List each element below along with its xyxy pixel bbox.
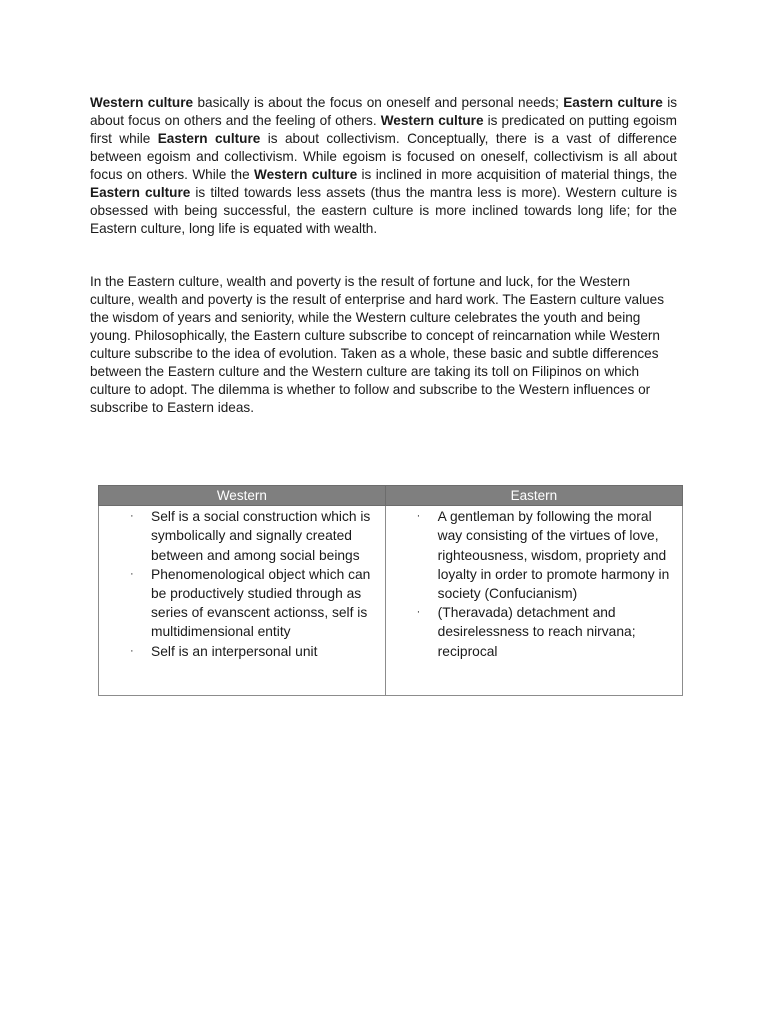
bullet-icon: · xyxy=(130,567,134,580)
list-item xyxy=(99,642,385,661)
table-header-row xyxy=(99,486,683,506)
bold-term: Western culture xyxy=(380,113,484,128)
list-item-text: (Theravada) detachment and desirelessness to reach nirvana; reciprocal xyxy=(437,605,636,659)
eastern-list xyxy=(386,507,682,661)
paragraph-text: basically is about the focus on oneself and personal needs; xyxy=(193,95,564,110)
paragraph-text: is about focus on others and the feeling of others. xyxy=(90,95,678,128)
bold-term: Eastern culture xyxy=(157,131,261,146)
bold-term: Western culture xyxy=(90,95,194,110)
paragraph-wealth-and-philosophy: In the Eastern culture, wealth and poverty is the result of fortune and luck, for the Western culture, wealth and poverty is the result of enterprise and hard work. The Eastern culture values the wisdom of years and seniority, while the Western culture celebrates the youth and being young. Philosophically, the Eastern culture subscribe to concept of reincarnation while Western culture subscribe to the idea of evolution. Taken as a whole, these basic and subtle differences between the Eastern culture and the Western culture are taking its toll on Filipinos on which culture to adopt. The dilemma is whether to follow and subscribe to the Western influences or subscribe to Eastern ideas. xyxy=(90,274,665,415)
bold-term: Eastern culture xyxy=(90,185,191,200)
list-item-text: Phenomenological object which can be productively studied through as series of evanscent actionss, self is multidimensional entity xyxy=(151,566,371,640)
list-item xyxy=(386,603,682,661)
eastern-cell xyxy=(385,506,682,696)
paragraph-text: is about collectivism. Conceptually, there is a vast of difference between egoism and collectivism. While egoism is focused on oneself, collectivism is all about focus on others. While the xyxy=(90,131,677,182)
bullet-icon: · xyxy=(416,510,421,523)
list-item xyxy=(99,507,385,565)
comparison-table xyxy=(98,485,683,696)
list-item-text: Self is an interpersonal unit xyxy=(151,643,318,659)
list-item-text: A gentleman by following the moral way consisting of the virtues of love, righteousness, wisdom, propriety and loyalty in order to promote harmony in society (Confucianism) xyxy=(437,509,670,602)
western-cell xyxy=(99,506,386,696)
paragraph-western-eastern-focus xyxy=(90,94,677,238)
header-eastern: Eastern xyxy=(385,486,682,506)
list-item-text: Self is a social construction which is symbolically and signally created between and among social beings xyxy=(151,509,371,563)
bullet-icon: · xyxy=(130,644,134,657)
bullet-icon: · xyxy=(416,606,421,619)
bullet-icon: · xyxy=(130,510,134,523)
header-western: Western xyxy=(99,486,386,506)
bold-term: Eastern culture xyxy=(563,95,663,110)
bold-term: Western culture xyxy=(254,167,358,182)
western-list xyxy=(99,507,385,661)
paragraph-text: is tilted towards less assets (thus the mantra less is more). Western culture is obsessed with being successful, the eastern culture is more inclined towards long life; for the Eastern culture, long life is equated with wealth. xyxy=(90,185,677,236)
paragraph-text: is predicated on putting egoism first while xyxy=(90,113,677,146)
list-item xyxy=(99,565,385,642)
list-item xyxy=(386,507,682,603)
paragraph-text: is inclined in more acquisition of material things, the xyxy=(357,167,678,182)
table-row xyxy=(99,506,683,696)
